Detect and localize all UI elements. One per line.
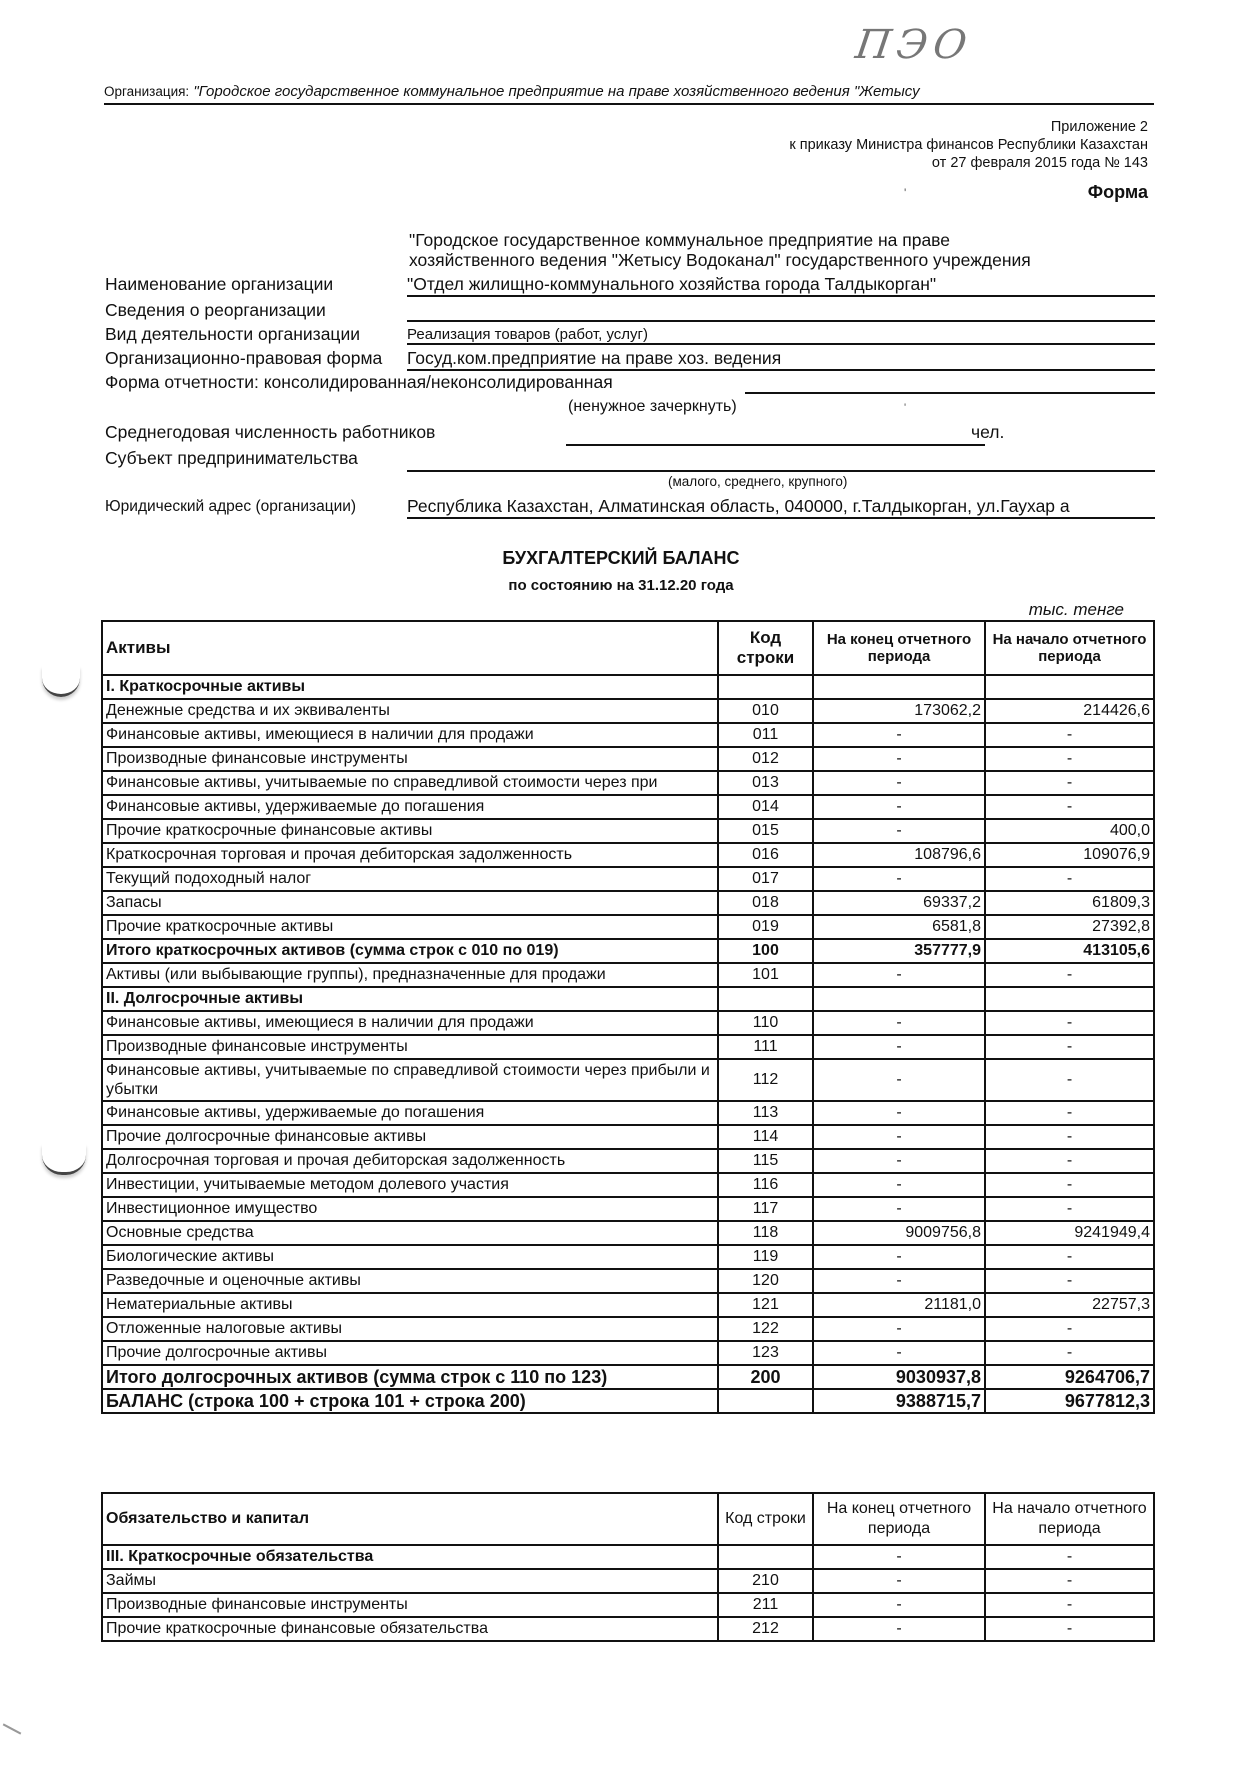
report-form-value xyxy=(745,372,1155,394)
table-row xyxy=(102,1365,1154,1389)
row-code: 010 xyxy=(718,699,813,723)
organization-value: "Городское государственное коммунальное предприятие на праве хозяйственного ведения "Жетысу xyxy=(193,83,920,100)
table-row xyxy=(102,1269,1154,1293)
report-subtitle: по состоянию на 31.12.20 года xyxy=(508,577,734,594)
field-entity xyxy=(105,448,1155,472)
value-start-period: - xyxy=(985,1341,1154,1365)
table-row xyxy=(102,1593,1154,1617)
row-label: Прочие долгосрочные активы xyxy=(102,1341,718,1365)
row-code: 101 xyxy=(718,963,813,987)
units-label: тыс. тенге xyxy=(1028,600,1124,619)
row-code xyxy=(718,1545,813,1569)
value-start-period: 27392,8 xyxy=(985,915,1154,939)
row-code: 120 xyxy=(718,1269,813,1293)
row-label: Прочие долгосрочные финансовые активы xyxy=(102,1125,718,1149)
table-row xyxy=(102,699,1154,723)
row-code: 212 xyxy=(718,1617,813,1641)
value-start-period: - xyxy=(985,1149,1154,1173)
value-end-period: - xyxy=(813,1317,985,1341)
table-row xyxy=(102,1569,1154,1593)
row-code: 011 xyxy=(718,723,813,747)
row-code: 118 xyxy=(718,1221,813,1245)
value-end-period: - xyxy=(813,1173,985,1197)
header-start-period: На начало отчетного периода xyxy=(985,1493,1154,1545)
row-label: Разведочные и оценочные активы xyxy=(102,1269,718,1293)
table-row xyxy=(102,1221,1154,1245)
row-code: 100 xyxy=(718,939,813,963)
value-start-period: 109076,9 xyxy=(985,843,1154,867)
field-label: Сведения о реорганизации xyxy=(105,300,326,320)
row-label: Инвестиционное имущество xyxy=(102,1197,718,1221)
row-code: 210 xyxy=(718,1569,813,1593)
value-end-period: - xyxy=(813,1617,985,1641)
table-row xyxy=(102,771,1154,795)
row-label: Производные финансовые инструменты xyxy=(102,1035,718,1059)
org-name-line: хозяйственного ведения "Жетысу Водоканал" государственного учреждения xyxy=(409,250,1031,270)
header-liabilities: Обязательство и капитал xyxy=(102,1493,718,1545)
value-start-period: - xyxy=(985,1011,1154,1035)
row-code: 200 xyxy=(718,1365,813,1389)
row-code: 017 xyxy=(718,867,813,891)
value-end-period: 9009756,8 xyxy=(813,1221,985,1245)
value-end-period: - xyxy=(813,1011,985,1035)
row-code: 111 xyxy=(718,1035,813,1059)
value-start-period xyxy=(985,987,1154,1011)
value-start-period: 61809,3 xyxy=(985,891,1154,915)
field-label: Форма отчетности: консолидированная/неконсолидированная xyxy=(105,372,613,392)
table-row xyxy=(102,867,1154,891)
table-row xyxy=(102,1173,1154,1197)
field-label: Наименование организации xyxy=(105,274,334,294)
row-label: I. Краткосрочные активы xyxy=(102,675,718,699)
row-code: 112 xyxy=(718,1059,813,1101)
value-start-period: - xyxy=(985,1101,1154,1125)
value-end-period: 173062,2 xyxy=(813,699,985,723)
appendix-line: к приказу Министра финансов Республики Казахстан xyxy=(789,137,1148,153)
row-code: 012 xyxy=(718,747,813,771)
row-code: 123 xyxy=(718,1341,813,1365)
field-activity xyxy=(105,324,1155,346)
row-label: II. Долгосрочные активы xyxy=(102,987,718,1011)
row-label: Займы xyxy=(102,1569,718,1593)
value-start-period: - xyxy=(985,1197,1154,1221)
value-end-period xyxy=(813,675,985,699)
row-label: Итого краткосрочных активов (сумма строк с 010 по 019) xyxy=(102,939,718,963)
scan-tick-mark: ' xyxy=(904,186,907,200)
value-start-period: - xyxy=(985,1269,1154,1293)
handwritten-note: ПЭО xyxy=(852,22,976,68)
value-end-period: 9030937,8 xyxy=(813,1365,985,1389)
row-code: 117 xyxy=(718,1197,813,1221)
value-start-period: 214426,6 xyxy=(985,699,1154,723)
field-label: Субъект предпринимательства xyxy=(105,448,358,468)
entity-value xyxy=(407,448,1155,472)
value-start-period: - xyxy=(985,1569,1154,1593)
table-row xyxy=(102,1125,1154,1149)
row-code: 119 xyxy=(718,1245,813,1269)
row-label: Финансовые активы, удерживаемые до погашения xyxy=(102,795,718,819)
value-end-period: - xyxy=(813,1197,985,1221)
row-code: 122 xyxy=(718,1317,813,1341)
address-value: Республика Казахстан, Алматинская область, 040000, г.Талдыкорган, ул.Гаухар а xyxy=(407,496,1155,519)
table-row xyxy=(102,1617,1154,1641)
table-row xyxy=(102,1197,1154,1221)
table-row xyxy=(102,843,1154,867)
value-start-period: - xyxy=(985,1617,1154,1641)
report-title: БУХГАЛТЕРСКИЙ БАЛАНС xyxy=(502,548,740,568)
header-code: Код строки xyxy=(718,1493,813,1545)
value-start-period: 9241949,4 xyxy=(985,1221,1154,1245)
appendix-reference xyxy=(789,118,1148,172)
row-label: Долгосрочная торговая и прочая дебиторская задолженность xyxy=(102,1149,718,1173)
row-label: Прочие краткосрочные активы xyxy=(102,915,718,939)
table-row xyxy=(102,939,1154,963)
header-start-period: На начало отчетного периода xyxy=(985,621,1154,675)
table-row xyxy=(102,1245,1154,1269)
value-end-period: - xyxy=(813,1569,985,1593)
field-label: Среднегодовая численность работников xyxy=(105,422,436,442)
value-end-period: - xyxy=(813,1545,985,1569)
value-end-period: - xyxy=(813,1269,985,1293)
row-code: 113 xyxy=(718,1101,813,1125)
table-row xyxy=(102,1341,1154,1365)
row-label: Активы (или выбывающие группы), предназначенные для продажи xyxy=(102,963,718,987)
header-assets: Активы xyxy=(102,621,718,675)
row-label: Прочие краткосрочные финансовые активы xyxy=(102,819,718,843)
row-code: 110 xyxy=(718,1011,813,1035)
appendix-line: от 27 февраля 2015 года № 143 xyxy=(931,155,1148,171)
row-code xyxy=(718,1389,813,1413)
value-start-period: - xyxy=(985,1245,1154,1269)
value-end-period: 21181,0 xyxy=(813,1293,985,1317)
row-code: 018 xyxy=(718,891,813,915)
value-end-period: - xyxy=(813,747,985,771)
header-end-period: На конец отчетного периода xyxy=(813,1493,985,1545)
row-code: 116 xyxy=(718,1173,813,1197)
row-code: 019 xyxy=(718,915,813,939)
table-row xyxy=(102,723,1154,747)
value-end-period: - xyxy=(813,795,985,819)
field-legal-form xyxy=(105,348,1155,370)
field-employees xyxy=(105,422,1155,444)
row-code: 013 xyxy=(718,771,813,795)
employees-value xyxy=(566,422,985,446)
row-label: Финансовые активы, имеющиеся в наличии для продажи xyxy=(102,1011,718,1035)
row-code xyxy=(718,675,813,699)
activity-value: Реализация товаров (работ, услуг) xyxy=(407,324,1155,345)
row-label: Основные средства xyxy=(102,1221,718,1245)
value-end-period: - xyxy=(813,1149,985,1173)
table-row xyxy=(102,1011,1154,1035)
header-end-period: На конец отчетного периода xyxy=(813,621,985,675)
row-label: Финансовые активы, удерживаемые до погашения xyxy=(102,1101,718,1125)
table-row xyxy=(102,915,1154,939)
row-code: 211 xyxy=(718,1593,813,1617)
value-end-period: - xyxy=(813,1245,985,1269)
value-start-period: - xyxy=(985,795,1154,819)
row-code: 114 xyxy=(718,1125,813,1149)
row-label: Краткосрочная торговая и прочая дебиторская задолженность xyxy=(102,843,718,867)
table-row xyxy=(102,963,1154,987)
value-end-period: - xyxy=(813,963,985,987)
organization-header xyxy=(104,83,1154,105)
entity-note: (малого, среднего, крупного) xyxy=(668,474,848,489)
table-row xyxy=(102,795,1154,819)
value-start-period: - xyxy=(985,723,1154,747)
row-label: Денежные средства и их эквиваленты xyxy=(102,699,718,723)
row-label: III. Краткосрочные обязательства xyxy=(102,1545,718,1569)
row-code: 121 xyxy=(718,1293,813,1317)
value-end-period: 6581,8 xyxy=(813,915,985,939)
value-end-period: 108796,6 xyxy=(813,843,985,867)
scan-corner-mark xyxy=(3,1723,22,1734)
field-label: Вид деятельности организации xyxy=(105,324,361,344)
value-start-period: - xyxy=(985,747,1154,771)
value-start-period: - xyxy=(985,1173,1154,1197)
punch-hole-mark xyxy=(42,666,80,697)
liabilities-table xyxy=(101,1492,1155,1642)
field-reorganization xyxy=(105,300,1155,322)
value-start-period: 9264706,7 xyxy=(985,1365,1154,1389)
value-end-period xyxy=(813,987,985,1011)
table-row xyxy=(102,1545,1154,1569)
row-label: Производные финансовые инструменты xyxy=(102,747,718,771)
org-name-value xyxy=(409,230,1159,270)
table-row xyxy=(102,819,1154,843)
value-end-period: 357777,9 xyxy=(813,939,985,963)
row-label: Финансовые активы, имеющиеся в наличии для продажи xyxy=(102,723,718,747)
punch-hole-mark xyxy=(42,1144,86,1175)
value-end-period: - xyxy=(813,1059,985,1101)
field-address xyxy=(105,496,1155,520)
table-row xyxy=(102,987,1154,1011)
row-code: 015 xyxy=(718,819,813,843)
reorganization-value xyxy=(407,300,1155,322)
value-end-period: - xyxy=(813,1101,985,1125)
row-code xyxy=(718,987,813,1011)
table-row xyxy=(102,891,1154,915)
row-label: Производные финансовые инструменты xyxy=(102,1593,718,1617)
field-org-name xyxy=(105,274,1155,296)
value-end-period: 69337,2 xyxy=(813,891,985,915)
field-label: Юридический адрес (организации) xyxy=(105,498,357,515)
value-start-period: - xyxy=(985,1035,1154,1059)
org-name-line: "Отдел жилищно-коммунального хозяйства города Талдыкорган" xyxy=(407,274,1155,297)
table-row xyxy=(102,1293,1154,1317)
row-label: Нематериальные активы xyxy=(102,1293,718,1317)
row-label: Биологические активы xyxy=(102,1245,718,1269)
table-row xyxy=(102,1149,1154,1173)
table-row xyxy=(102,1389,1154,1413)
field-report-form xyxy=(105,372,1155,394)
organization-label: Организация: xyxy=(104,84,190,99)
value-start-period: - xyxy=(985,963,1154,987)
value-start-period: - xyxy=(985,771,1154,795)
row-label: Итого долгосрочных активов (сумма строк с 110 по 123) xyxy=(102,1365,718,1389)
value-end-period: - xyxy=(813,723,985,747)
org-name-line: "Городское государственное коммунальное предприятие на праве xyxy=(409,230,951,250)
table-row xyxy=(102,1059,1154,1101)
value-start-period: - xyxy=(985,1593,1154,1617)
row-label: Текущий подоходный налог xyxy=(102,867,718,891)
value-start-period: 413105,6 xyxy=(985,939,1154,963)
value-end-period: - xyxy=(813,1593,985,1617)
row-label: Отложенные налоговые активы xyxy=(102,1317,718,1341)
form-label: Форма xyxy=(1087,182,1148,202)
row-label: Финансовые активы, учитываемые по справедливой стоимости через при xyxy=(102,771,718,795)
value-start-period: - xyxy=(985,1545,1154,1569)
assets-table xyxy=(101,620,1155,1414)
value-end-period: - xyxy=(813,1125,985,1149)
appendix-line: Приложение 2 xyxy=(1050,119,1148,135)
table-row xyxy=(102,1035,1154,1059)
field-label: Организационно-правовая форма xyxy=(105,348,383,368)
row-code: 014 xyxy=(718,795,813,819)
table-row xyxy=(102,1317,1154,1341)
row-label: Инвестиции, учитываемые методом долевого участия xyxy=(102,1173,718,1197)
table-row xyxy=(102,1101,1154,1125)
header-code: Код строки xyxy=(718,621,813,675)
row-label: Прочие краткосрочные финансовые обязательства xyxy=(102,1617,718,1641)
value-start-period: - xyxy=(985,1317,1154,1341)
value-start-period: - xyxy=(985,1125,1154,1149)
value-end-period: - xyxy=(813,867,985,891)
value-end-period: - xyxy=(813,1035,985,1059)
value-end-period: - xyxy=(813,771,985,795)
value-start-period: - xyxy=(985,867,1154,891)
row-label: Запасы xyxy=(102,891,718,915)
value-end-period: 9388715,7 xyxy=(813,1389,985,1413)
strike-note: (ненужное зачеркнуть) xyxy=(568,398,737,415)
row-label: Финансовые активы, учитываемые по справедливой стоимости через прибыли и убытки xyxy=(102,1059,718,1101)
value-start-period: - xyxy=(985,1059,1154,1101)
value-start-period: 400,0 xyxy=(985,819,1154,843)
employees-unit: чел. xyxy=(971,422,1005,442)
value-start-period: 22757,3 xyxy=(985,1293,1154,1317)
legal-form-value: Госуд.ком.предприятие на праве хоз. ведения xyxy=(407,348,1155,371)
value-start-period: 9677812,3 xyxy=(985,1389,1154,1413)
row-label: БАЛАНС (строка 100 + строка 101 + строка 200) xyxy=(102,1389,718,1413)
row-code: 115 xyxy=(718,1149,813,1173)
row-code: 016 xyxy=(718,843,813,867)
table-row xyxy=(102,747,1154,771)
scan-tick-mark: ' xyxy=(904,402,907,414)
value-end-period: - xyxy=(813,1341,985,1365)
table-row xyxy=(102,675,1154,699)
value-end-period: - xyxy=(813,819,985,843)
value-start-period xyxy=(985,675,1154,699)
